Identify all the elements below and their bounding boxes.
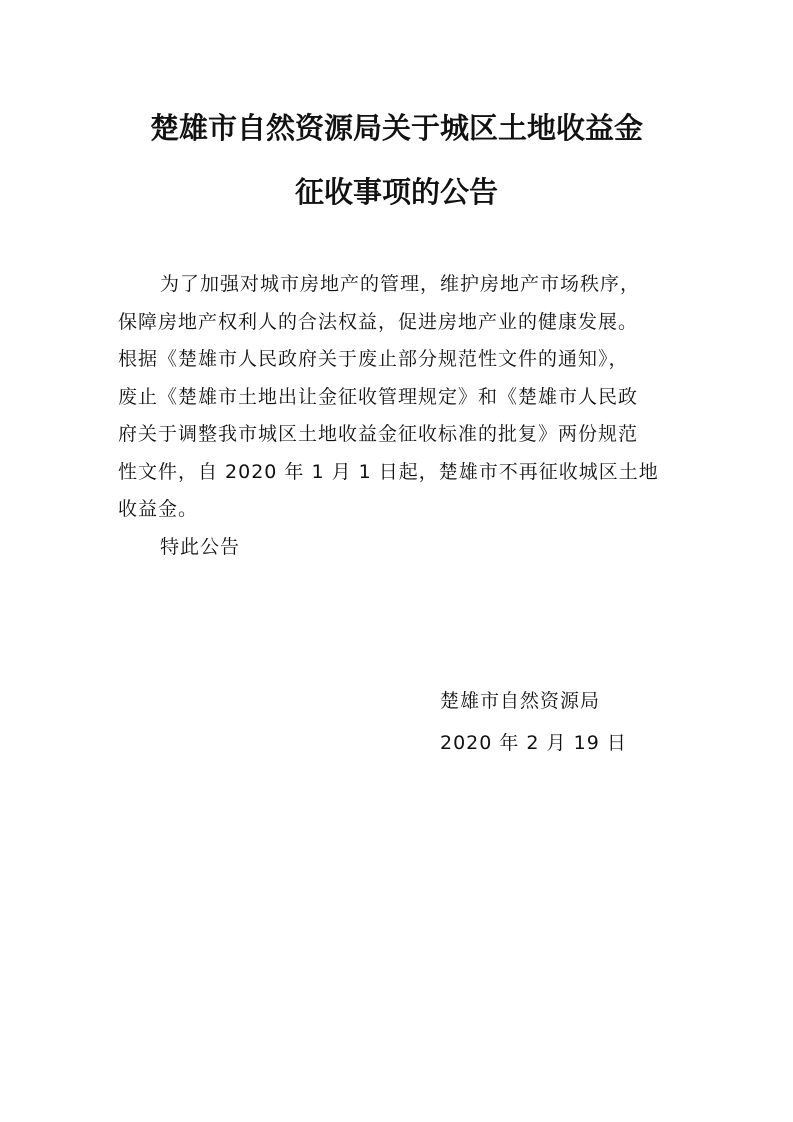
signature-organization: 楚雄市自然资源局 <box>440 690 601 712</box>
document-title-line-2: 征收事项的公告 <box>294 175 498 209</box>
document-title-line-1: 楚雄市自然资源局关于城区土地收益金 <box>149 111 643 145</box>
signature-date: 2020 年 2 月 19 日 <box>440 732 627 754</box>
body-line: 根据《楚雄市人民政府关于废止部分规范性文件的通知》， <box>118 348 629 370</box>
announcement-body <box>118 266 678 566</box>
body-line: 废止《楚雄市土地出让金征收管理规定》和《楚雄市人民政 <box>118 385 639 408</box>
body-line: 保障房地产权利人的合法权益，促进房地产业的健康发展。 <box>118 310 639 333</box>
closing-text: 特此公告 <box>160 535 241 558</box>
body-line: 为了加强对城市房地产的管理，维护房地产市场秩序， <box>160 273 641 295</box>
body-line: 收益金。 <box>118 498 199 520</box>
body-line: 性文件，自 2020 年 1 月 1 日起，楚雄市不再征收城区土地 <box>118 460 659 483</box>
body-line: 府关于调整我市城区土地收益金征收标准的批复》两份规范 <box>118 423 639 445</box>
